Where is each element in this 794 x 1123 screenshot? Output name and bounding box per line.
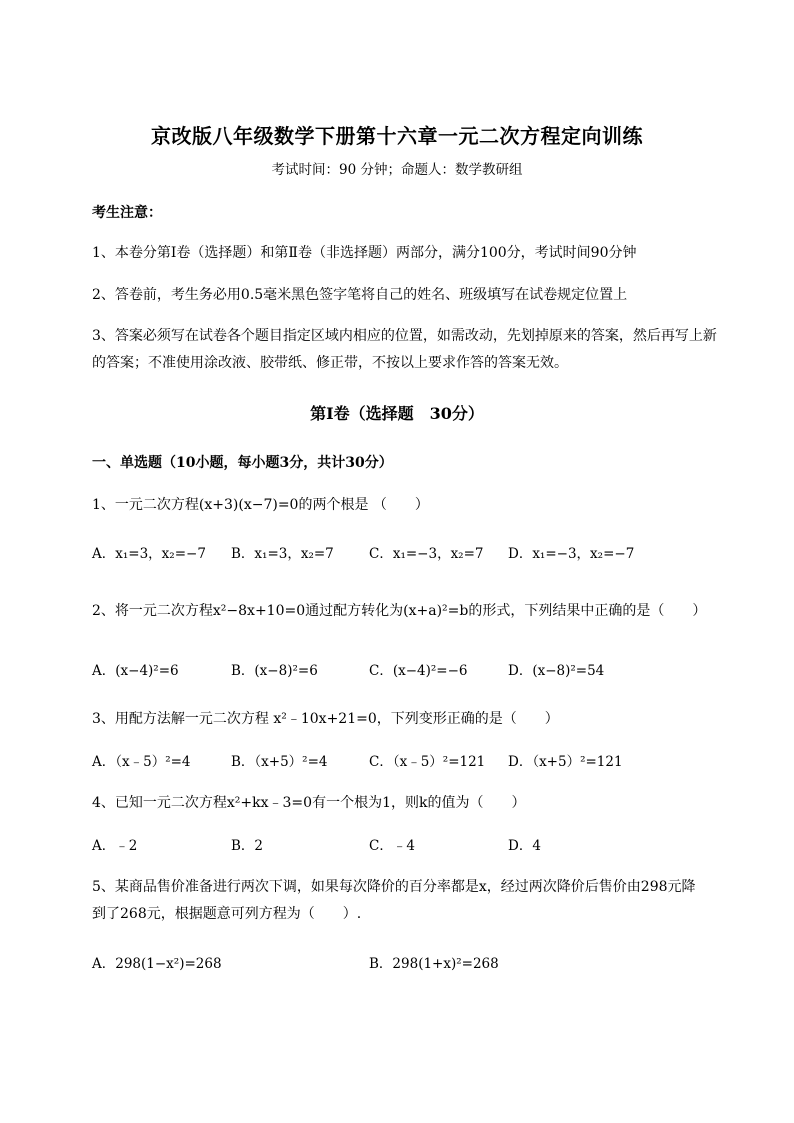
exam-title: 京改版八年级数学下册第十六章一元二次方程定向训练 [151, 124, 643, 148]
question-2-option-a: A．(x−4)²=6 [92, 663, 179, 679]
question-1-stem: 1、一元二次方程(x+3)(x−7)=0的两个根是 （ ） [92, 497, 429, 513]
question-3-option-a: A．（x﹣5）²=4 [92, 754, 191, 770]
question-3-stem: 3、用配方法解一元二次方程 x²﹣10x+21=0，下列变形正确的是（ ） [92, 711, 559, 727]
question-1-option-c: C．x₁=−3，x₂=7 [369, 546, 484, 562]
question-5-option-b: B．298(1+x)²=268 [369, 956, 499, 972]
section-title: 第Ⅰ卷（选择题 30分） [310, 404, 484, 423]
question-2-option-b: B．(x−8)²=6 [231, 663, 318, 679]
question-1-option-a: A．x₁=3，x₂=−7 [92, 546, 206, 562]
part-heading: 一、单选题（10小题，每小题3分，共计30分） [92, 455, 393, 471]
question-1-option-b: B．x₁=3，x₂=7 [231, 546, 334, 562]
question-4-stem: 4、已知一元二次方程x²+kx﹣3=0有一个根为1，则k的值为（ ） [92, 795, 526, 811]
question-2-option-d: D．(x−8)²=54 [508, 663, 605, 679]
question-3-option-d: D．（x+5）²=121 [508, 754, 623, 770]
question-1-option-d: D．x₁=−3，x₂=−7 [508, 546, 635, 562]
question-3-option-c: C．（x﹣5）²=121 [369, 754, 486, 770]
exam-subtitle: 考试时间：90 分钟；命题人：数学教研组 [271, 162, 523, 178]
question-4-option-a: A．﹣2 [92, 838, 138, 854]
question-2-option-c: C．(x−4)²=−6 [369, 663, 468, 679]
question-4-option-b: B．2 [231, 838, 264, 854]
notice-item-3-cont: 的答案；不准使用涂改液、胶带纸、修正带，不按以上要求作答的答案无效。 [92, 355, 568, 371]
question-5-option-a: A．298(1−x²)=268 [92, 956, 222, 972]
question-2-stem: 2、将一元二次方程x²−8x+10=0通过配方转化为(x+a)²=b的形式，下列结果中正确的是（ ） [92, 603, 707, 619]
question-3-option-b: B．（x+5）²=4 [231, 754, 328, 770]
notice-item-3: 3、答案必须写在试卷各个题目指定区域内相应的位置，如需改动，先划掉原来的答案，然后再写上新 [92, 328, 717, 344]
question-4-option-d: D．4 [508, 838, 541, 854]
notice-item-2: 2、答卷前，考生务必用0.5毫米黑色签字笔将自己的姓名、班级填写在试卷规定位置上 [92, 287, 628, 303]
notice-heading: 考生注意： [92, 205, 162, 221]
question-5-stem: 5、某商品售价准备进行两次下调，如果每次降价的百分率都是x，经过两次降价后售价由298元降 [92, 879, 696, 895]
question-5-stem-cont: 到了268元，根据题意可列方程为（ ）. [92, 906, 362, 922]
notice-item-1: 1、本卷分第Ⅰ卷（选择题）和第Ⅱ卷（非选择题）两部分，满分100分，考试时间90分钟 [92, 245, 637, 261]
question-4-option-c: C．﹣4 [369, 838, 415, 854]
